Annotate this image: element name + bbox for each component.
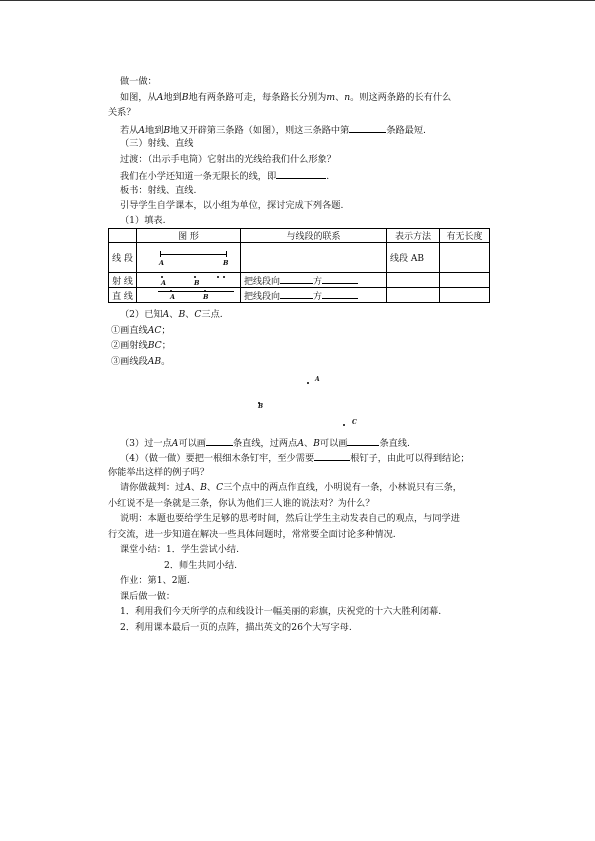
answer-blank[interactable]	[280, 289, 313, 299]
table-header-cell: 与线段的联系	[241, 229, 387, 243]
text-line: 你能举出这样的例子吗？	[108, 467, 210, 478]
point-marker	[194, 276, 196, 278]
ray-figure	[140, 273, 237, 287]
point-label: C	[352, 419, 357, 426]
text-line: 若从A地到B地又开辟第三条路（如图），则这三条路中第 条路最短.	[120, 125, 426, 136]
point-label: A	[159, 258, 165, 267]
table-header-cell: 有无长度	[440, 229, 490, 243]
answer-cell[interactable]	[440, 243, 490, 273]
answer-cell[interactable]	[387, 273, 440, 288]
ray-figure-cell	[137, 273, 241, 288]
segment-figure-cell	[137, 243, 241, 273]
text-line: 过渡：（出示手电筒）它射出的光线给我们什么形象？	[120, 154, 336, 165]
answer-blank[interactable]	[322, 274, 358, 284]
line-figure-cell	[137, 288, 241, 303]
point-marker	[217, 276, 219, 278]
row-name: 直 线	[109, 288, 137, 303]
point-marker	[307, 382, 309, 384]
fill-in-table	[108, 228, 490, 303]
point-label: B	[203, 293, 209, 301]
segment-figure	[140, 244, 237, 272]
segment-endpoint	[226, 251, 227, 257]
table-header-cell: 表示方法	[387, 229, 440, 243]
point-label: B	[223, 258, 229, 267]
text-line: 2．利用课本最后一页的点阵，描出英文的26个大写字母.	[120, 622, 352, 633]
text-line: 请你做裁判：过A、B、C三个点中的两点作直线，小明说有一条，小林说只有三条，	[120, 482, 462, 493]
point-marker	[223, 276, 225, 278]
section-heading: （三）射线、直线	[120, 138, 194, 149]
table-header-row	[109, 229, 490, 243]
answer-cell[interactable]	[440, 273, 490, 288]
notation-cell: 线段 AB	[387, 243, 440, 273]
text-line: 课堂小结：1．学生尝试小结.	[120, 544, 240, 555]
answer-blank[interactable]	[206, 436, 233, 446]
text-line: （2）已知A、B、C三点.	[120, 309, 223, 320]
text-line: 做一做：	[120, 76, 157, 87]
point-marker	[161, 276, 163, 278]
text-line: （1）填表.	[120, 215, 166, 226]
text-line: 小红说不是一条就是三条，你认为他们三人谁的说法对？为什么？	[108, 498, 375, 509]
table-header-cell	[109, 229, 137, 243]
text-line: ③画线段AB。	[111, 356, 171, 367]
point-label: A	[161, 279, 167, 287]
table-header-cell: 图 形	[137, 229, 241, 243]
answer-cell[interactable]	[387, 288, 440, 303]
point-label: B	[258, 403, 264, 410]
text-line: 板书：射线、直线.	[120, 185, 197, 196]
point-marker	[343, 424, 345, 426]
text-line: ②画射线BC；	[111, 340, 171, 351]
text-line: 说明：本题也要给学生足够的思考时间，然后让学生主动发表自己的观点，与同学进	[120, 513, 460, 524]
text-line: 我们在小学还知道一条无限长的线，即 .	[120, 171, 330, 182]
text-line: 2．师生共同小结.	[164, 560, 238, 571]
point-label: A	[170, 293, 176, 301]
point-marker	[204, 290, 206, 292]
text-line: 作业：第1、2题.	[120, 575, 190, 586]
answer-blank[interactable]	[347, 436, 379, 446]
segment-endpoint	[160, 251, 161, 257]
relation-cell: 把线段向 方	[241, 288, 387, 303]
point-marker	[170, 290, 172, 292]
answer-cell[interactable]	[241, 243, 387, 273]
answer-blank[interactable]	[314, 451, 350, 461]
text-line: ①画直线AC；	[111, 325, 171, 336]
table-row	[109, 273, 490, 288]
relation-cell: 把线段向 方	[241, 273, 387, 288]
text-line: 如图，从A地到B地有两条路可走，每条路长分别为m、n。则这两条路的长有什么	[120, 92, 452, 103]
answer-blank[interactable]	[280, 274, 313, 284]
point-label: A	[315, 376, 320, 383]
point-label: B	[194, 279, 200, 287]
text-line: （3）过一点A可以画 条直线，过两点A、B可以画 条直线.	[120, 438, 410, 449]
table-row	[109, 243, 490, 273]
line-figure	[140, 288, 237, 302]
segment-line	[160, 254, 226, 255]
page-top-border	[0, 0, 595, 1]
answer-cell[interactable]	[440, 288, 490, 303]
answer-blank[interactable]	[322, 289, 358, 299]
text-line: 行交流，进一步知道在解决一些具体问题时，常常要全面讨论多种情况.	[108, 529, 396, 540]
text-line: 关系？	[108, 107, 136, 118]
row-name: 线 段	[109, 243, 137, 273]
table-row	[109, 288, 490, 303]
text-line: 1．利用我们今天所学的点和线设计一幅美丽的彩旗，庆祝党的十六大胜利闭幕.	[120, 606, 442, 617]
row-name: 射 线	[109, 273, 137, 288]
answer-blank[interactable]	[276, 169, 326, 179]
text-line: （4）（做一做）要把一根细木条钉牢，至少需要 根钉子，由此可以得到结论；	[120, 453, 470, 464]
answer-blank[interactable]	[349, 123, 386, 133]
text-line: 引导学生自学课本，以小组为单位，探讨完成下列各题.	[120, 200, 344, 211]
text-line: 课后做一做：	[120, 591, 176, 602]
